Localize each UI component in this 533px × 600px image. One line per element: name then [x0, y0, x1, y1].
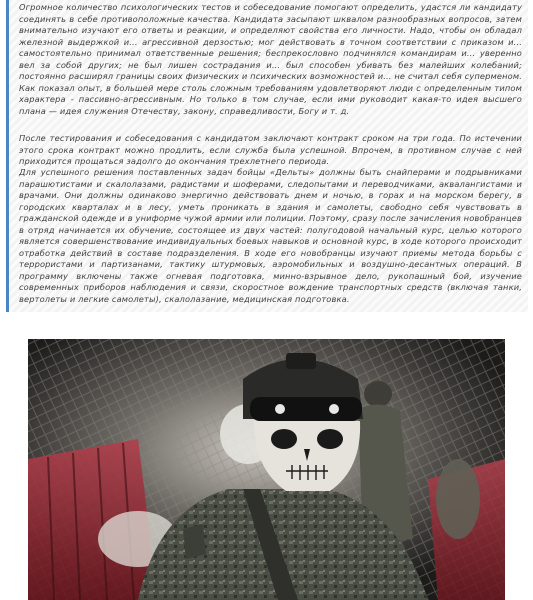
article-paragraph-3: Для успешного решения поставленных задач бойцы «Дельты» должны быть снайперами и подрывниками парашютистами и скалолазами, радистами и шоферами, следопытами и переводчиками, аквалангистами и врачами. Они должны одинаково энергично действовать днем и ночью, в горах и на морском берегу, в городских кварталах и в лесу, уметь проникать в здания и самолеты, свободно себя чувствовать в гражданской одежде и в униформе чужой армии или полиции. Поэтому, сразу после зачисления новобранцев в отряд начинается их обучение, состоящее из двух частей: полугодовой начальный курс, целью которого является совершенствование индивидуальных боевых навыков и основной курс, в ходе которого происходит отработка действий в составе подразделения. В ходе его новобранцы изучают приемы метода борьбы с террористами и партизанами, тактику штурмовых, аэромобильных и воздушно-десантных операций. В программу включены также огневая подготовка, минно-взрывное дело, рукопашный бой, изучение современных приборов наблюдения и связи, скоростное вождение транспортных средств (включая танки, вертолеты и легкие самолеты), скалолазание, медицинская подготовка. — [19, 167, 522, 304]
article-paragraph-2: После тестирования и собеседования с кандидатом заключают контракт сроком на три года. По истечении этого срока контракт можно продлить, если служба была успешной. Впрочем, в противном случае с ней приходится прощаться задолго до окончания трехлетнего периода. — [19, 133, 522, 166]
article-paragraph-1: Огромное количество психологических тестов и собеседование помогают определить, удастся ли кандидату соединять в себе противоположные качества. Кандидата засыпают шквалом разнообразных вопросов, затем внимательно изучают его ответы и реакции, и определяют свойства его личности. Надо, чтобы он обладал железной выдержкой и... агрессивной дерзостью; мог действовать в точном соответствии с приказом и... самостоятельно принимал ответственные решения; беспрекословно подчинялся командирам и... уверенно вел за собой других; не был лишен сострадания и... был способен убивать без малейших колебаний; постоянно расширял границы своих физических и психических возможностей и... не считал себя суперменом. Как показал опыт, в большей мере столь сложным требованиям удовлетворяют люди с определенным типом характера - пассивно-агрессивным. Но только в том случае, если ими руководит какая-то идея высшего плана — идея служения Отечеству, закону, справедливости, Богу и т. д. — [19, 2, 522, 116]
soldier-photo — [28, 339, 505, 600]
article-quote-block — [6, 0, 528, 312]
